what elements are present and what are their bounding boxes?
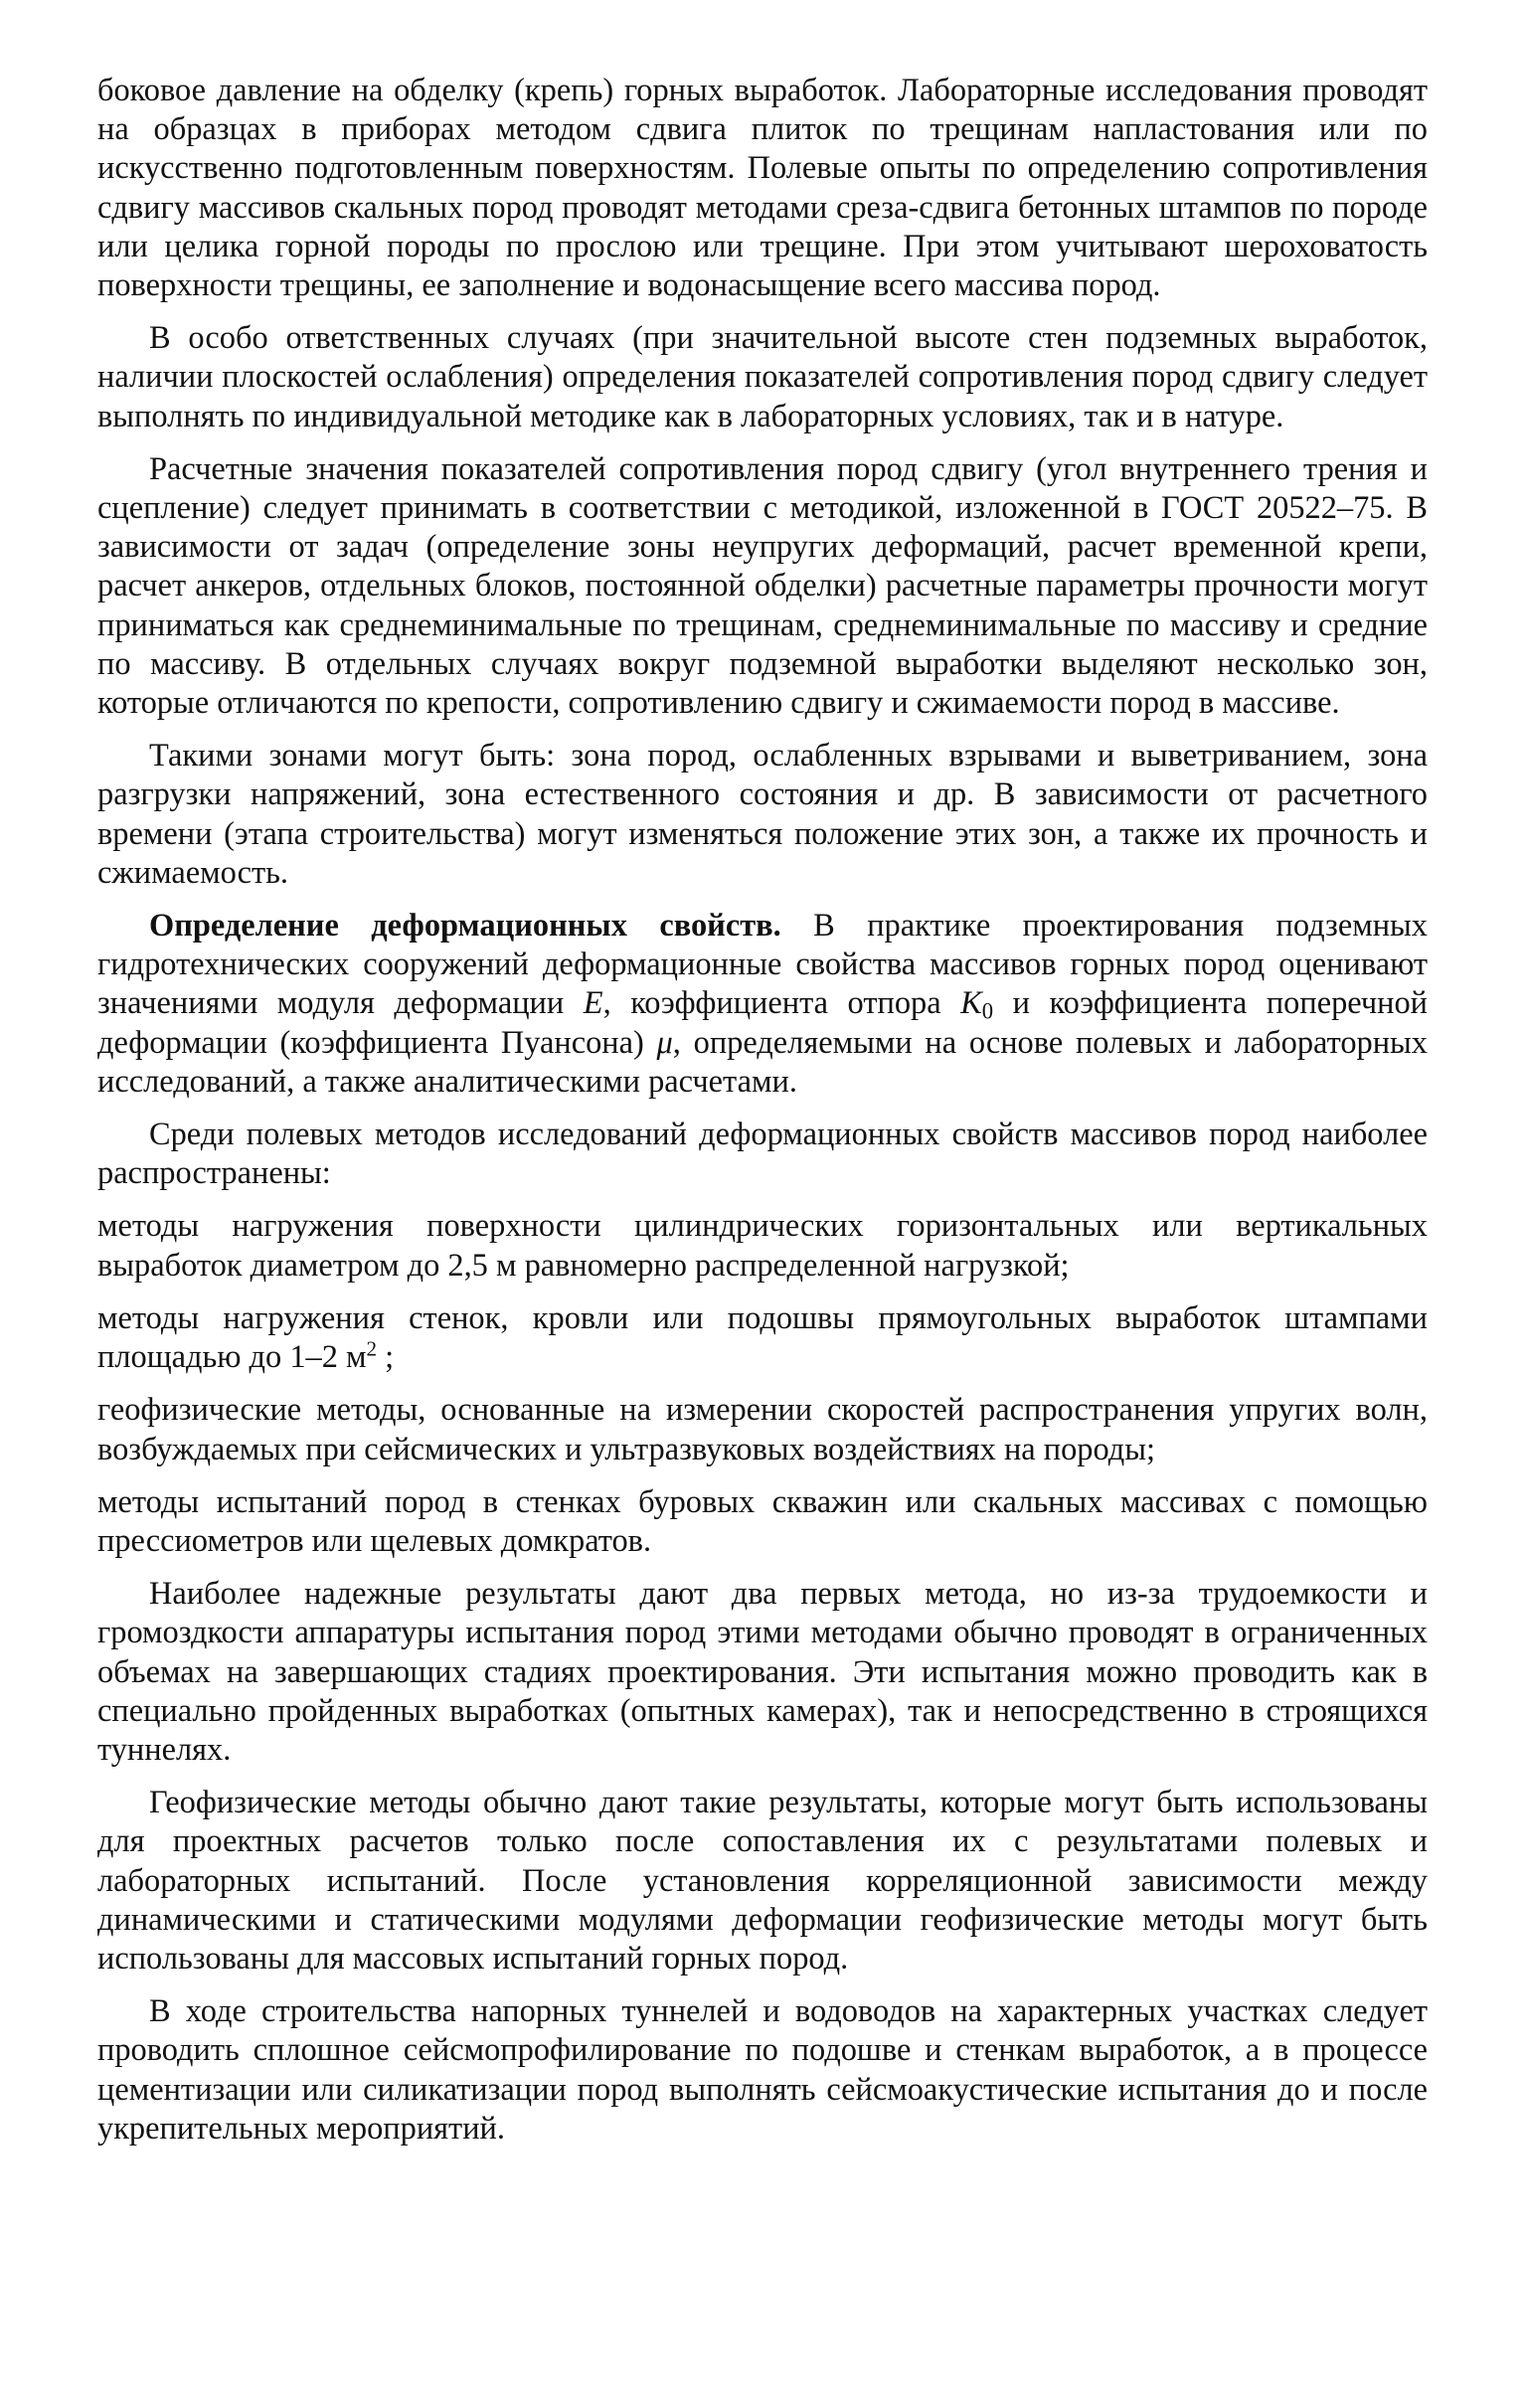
list-item-plate-loading xyxy=(97,1299,1428,1377)
symbol-e: E xyxy=(583,985,603,1022)
paragraph-seismic-profiling: В ходе строительства напорных туннелей и водоводов на характерных участках следует проводить сплошное сейсмопрофилирование по подошве и стенкам выработок, а в процессе цементизации или силикатизации пород выполнять сейсмоакустические испытания до и после укрепительных мероприятий. xyxy=(97,1993,1428,2147)
document-page xyxy=(97,72,1428,2162)
paragraph-reliable-results: Наиболее надежные результаты дают два первых метода, но из-за трудоемкости и громоздкости аппаратуры испытания пород этими методами обычно проводят в ограниченных объемах на завершающих стадиях проектирования. Эти испытания можно проводить как в специально пройденных выработках (опытных камерах), так и непосредственно в строящихся туннелях. xyxy=(97,1576,1428,1768)
list-item-cylindrical-loading: методы нагружения поверхности цилиндрических горизонтальных или вертикальных выработок диаметром до 2,5 м равномерно распределенной нагрузкой; xyxy=(97,1208,1428,1284)
paragraph-field-methods-intro: Среди полевых методов исследований деформационных свойств массивов пород наиболее распространены: xyxy=(97,1117,1428,1192)
symbol-k: K xyxy=(960,985,982,1022)
list-item-geophysical: геофизические методы, основанные на измерении скоростей распространения упругих волн, возбуждаемых при сейсмических и ультразвуковых воздействиях на породы; xyxy=(97,1392,1428,1467)
text-run: , коэффициента отпора xyxy=(602,985,961,1022)
text-run: методы нагружения стенок, кровли или подошвы прямоугольных выработок штампами площадью до 1–2 м xyxy=(97,1299,1428,1376)
text-run: ; xyxy=(377,1339,395,1376)
paragraph-geophysical-results: Геофизические методы обычно дают такие результаты, которые могут быть использованы для проектных расчетов только после сопоставления их с результатами полевых и лабораторных испытаний. После установления корреляционной зависимости между динамическими и статическими модулями деформации геофизические методы могут быть использованы для массовых испытаний горных пород. xyxy=(97,1785,1428,1977)
list-item-borehole: методы испытаний пород в стенках буровых скважин или скальных массивах с помощью прессиометров или щелевых домкратов. xyxy=(97,1483,1428,1559)
text-run: , определяемыми на основе полевых и лабораторных исследований, а также аналитическими расчетами. xyxy=(97,1024,1428,1100)
superscript-two: 2 xyxy=(366,1336,378,1361)
symbol-mu: μ xyxy=(656,1024,673,1061)
symbol-k-subscript: 0 xyxy=(981,999,994,1025)
paragraph-design-values: Расчетные значения показателей сопротивления пород сдвигу (угол внутреннего трения и сцепление) следует принимать в соответствии с методикой, изложенной в ГОСТ 20522–75. В зависимости от задач (определение зоны неупругих деформаций, расчет временной крепи, расчет анкеров, отдельных блоков, постоянной обделки) расчетные параметры прочности могут приниматься как среднеминимальные по трещинам, среднеминимальные по массиву и средние по массиву. В отдельных случаях вокруг подземной выработки выделяют несколько зон, которые отличаются по крепости, сопротивлению сдвигу и сжимаемости пород в массиве. xyxy=(97,450,1428,722)
paragraph-lab-tests: боковое давление на обделку (крепь) горных выработок. Лабораторные исследования проводят на образцах в приборах методом сдвига плиток по трещинам напластования или по искусственно подготовленным поверхностям. Полевые опыты по определению сопротивления сдвигу массивов скальных пород проводят методами среза-сдвига бетонных штампов по породе или целика горной породы по прослою или трещине. При этом учитывают шероховатость поверхности трещины, ее заполнение и водонасыщение всего массива пород. xyxy=(97,73,1428,304)
section-heading: Определение деформационных свойств. xyxy=(149,908,781,945)
paragraph-zones: Такими зонами могут быть: зона пород, ослабленных взрывами и выветриванием, зона разгрузки напряжений, зона естественного состояния и др. В зависимости от расчетного времени (этапа строительства) могут изменяться положение этих зон, а также их прочность и сжимаемость. xyxy=(97,738,1428,891)
paragraph-deformation-properties xyxy=(97,907,1428,1102)
text-run: и коэффициента поперечной деформации (коэффициента Пуансона) xyxy=(97,985,1429,1061)
paragraph-special-cases: В особо ответственных случаях (при значительной высоте стен подземных выработок, наличии плоскостей ослабления) определения показателей сопротивления пород сдвигу следует выполнять по индивидуальной методике как в лабораторных условиях, так и в натуре. xyxy=(97,320,1428,434)
text-run: В практике проектирования подземных гидротехнических сооружений деформационные свойства массивов горных пород оценивают значениями модуля деформации xyxy=(97,908,1428,1022)
